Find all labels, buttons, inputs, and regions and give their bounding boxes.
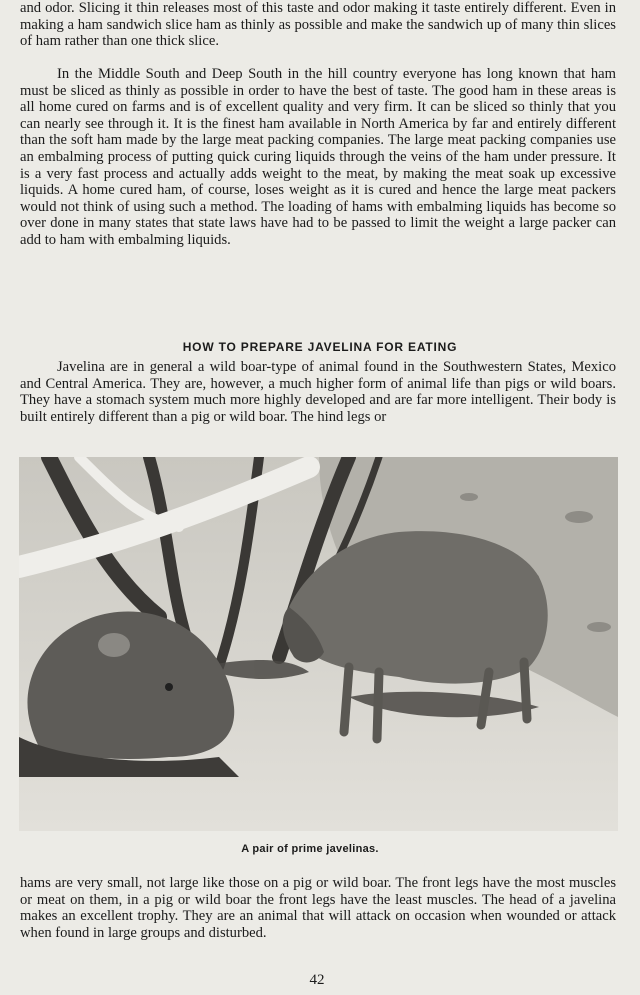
photo-caption: A pair of prime javelinas. (241, 843, 379, 855)
paragraph-javelina-anatomy: hams are very small, not large like those on a pig or wild boar. The front legs have the most muscles or meat on them, in a pig or wild boar the front legs have the least muscles. The head of a javelina makes an excellent trophy. They are an animal that will attack on occasion when wounded or attack when found in large groups and disturbed. (20, 875, 616, 941)
page-number: 42 (309, 972, 325, 988)
paragraph-continuation: and odor. Slicing it thin releases most of this taste and odor making it taste entirely different. Even in making a ham sandwich slice ham as thinly as possible and make the sandwich up of many thin slices of ham rather than one thick slice. (20, 0, 616, 50)
javelina-photo-illustration (19, 457, 618, 831)
paragraph-ham-slicing: In the Middle South and Deep South in the hill country everyone has long known that ham must be sliced as thinly as possible in order to have the best of taste. The good ham in these areas is all home cured on farms and is of excellent quality and very firm. It can be sliced so thinly that you can nearly see through it. It is the finest ham available in North America by far and entirely different than the soft ham made by the large meat packing companies. The large meat packing companies use an embalming process of putting quick curing liquids through the veins of the ham under pressure. It is a very fast process and actually adds weight to the meat, by making the meat soak up excessive liquids. A home cured ham, of course, loses weight as it is cured and hence the large meat packers would not think of using such a method. The loading of hams with embalming liquids has become so over done in many states that state laws have had to be passed to limit the weight a large packer can add to ham with embalming liquids. (20, 66, 616, 248)
section-heading: HOW TO PREPARE JAVELINA FOR EATING (182, 340, 458, 354)
javelina-photo (19, 457, 618, 831)
paragraph-javelina-intro: Javelina are in general a wild boar-type of animal found in the Southwestern States, Mexico and Central America. They are, however, a much higher form of animal life than pigs or wild boars. They have a stomach system much more highly developed and are far more intelligent. Their body is built entirely different than a pig or wild boar. The hind legs or (20, 359, 616, 425)
